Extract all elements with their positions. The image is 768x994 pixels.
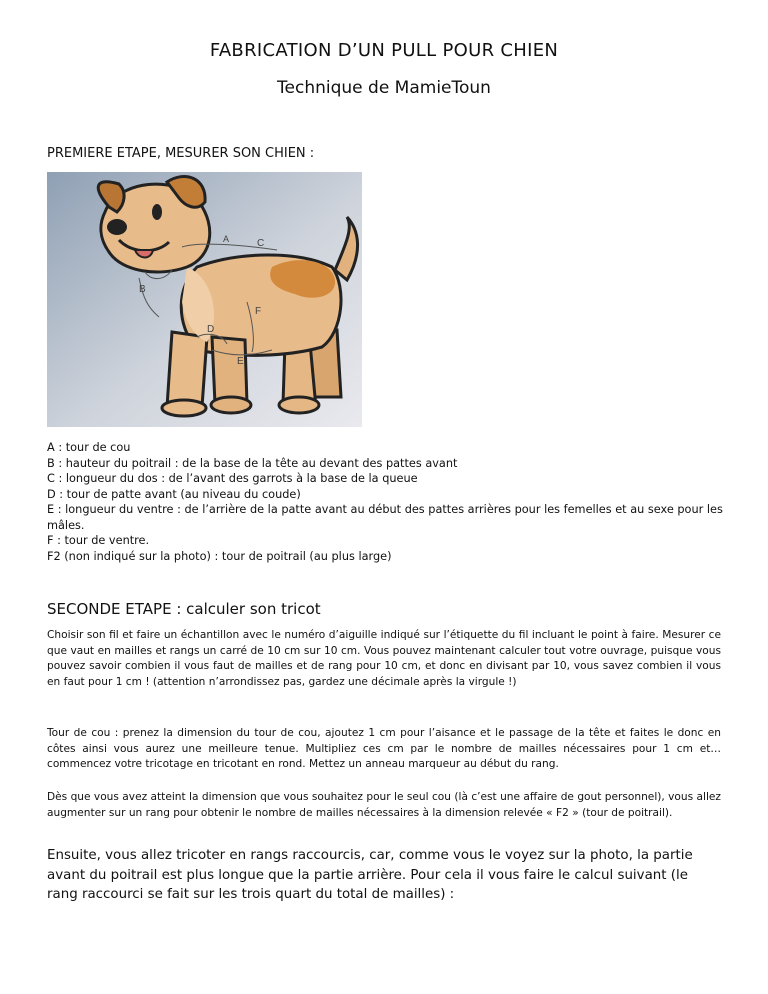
document-title: FABRICATION D’UN PULL POUR CHIEN [209,40,559,61]
legend-item-f: F : tour de ventre. [47,534,150,547]
legend-item-d: D : tour de patte avant (au niveau du coude) [47,487,301,501]
photo-label-b: B [139,284,146,295]
paragraph-short-rows: Ensuite, vous allez tricoter en rangs raccourcis, car, comme vous le voyez sur la photo, la partie avant du poitrail est plus longue que la partie arrière. Pour cela il vous faire le calcul suivant (le rang raccourci se fait sur les trois quart du total de mailles) : [47,848,693,902]
step2-heading: SECONDE ETAPE : calculer son tricot [47,600,321,618]
photo-label-c: C [257,238,265,249]
dog-photo [47,172,362,427]
paragraph-neck: Tour de cou : prenez la dimension du tour de cou, ajoutez 1 cm pour l’aisance et le passage de la tête et faites le donc en côtes ainsi vous aurez une meilleure tenue. Multipliez ces cm par le nombre de mailles nécessaires pour 1 cm et… commencez votre tricotage en tricotant en rond. Mettez un anneau marqueur au début du rang. [47,727,721,771]
photo-label-f: F [255,306,262,317]
photo-label-d: D [207,324,215,335]
step1-heading: PREMIERE ETAPE, MESURER SON CHIEN : [47,146,315,161]
photo-label-a: A [223,234,230,244]
legend-item-c: C : longueur du dos : de l’avant des garrots à la base de la queue [47,472,418,485]
legend-item-e: E : longueur du ventre : de l’arrière de la patte avant au début des pattes arrières pour les femelles et au sexe pour les mâles. [47,503,723,532]
photo-label-e: E [237,356,244,367]
measurements-legend [47,440,727,564]
legend-item-a: A : tour de cou [47,441,131,454]
paragraph-swatch: Choisir son fil et faire un échantillon avec le numéro d’aiguille indiqué sur l’étiquette du fil incluant le point à faire. Mesurer ce que vaut en mailles et rangs un carré de 10 cm sur 10 cm. Vous pouvez maintenant calculer tout votre ouvrage, puisque vous pouvez savoir combien il vous faut de mailles et de rang pour 10 cm, et donc en divisant par 10, vous savez combien il vous en faut pour 1 cm ! (attention n’arrondissez pas, gardez une décimale après la virgule !) [47,629,721,688]
legend-item-b: B : hauteur du poitrail : de la base de la tête au devant des pattes avant [47,456,458,470]
document-subtitle: Technique de MamieToun [277,78,491,98]
legend-item-f2: F2 (non indiqué sur la photo) : tour de poitrail (au plus large) [47,549,392,563]
paragraph-chest: Dès que vous avez atteint la dimension que vous souhaitez pour le seul cou (là c’est une affaire de gout personnel), vous allez augmenter sur un rang pour obtenir le nombre de mailles nécessaires à la dimension relevée « F2 » (tour de poitrail). [47,791,721,819]
